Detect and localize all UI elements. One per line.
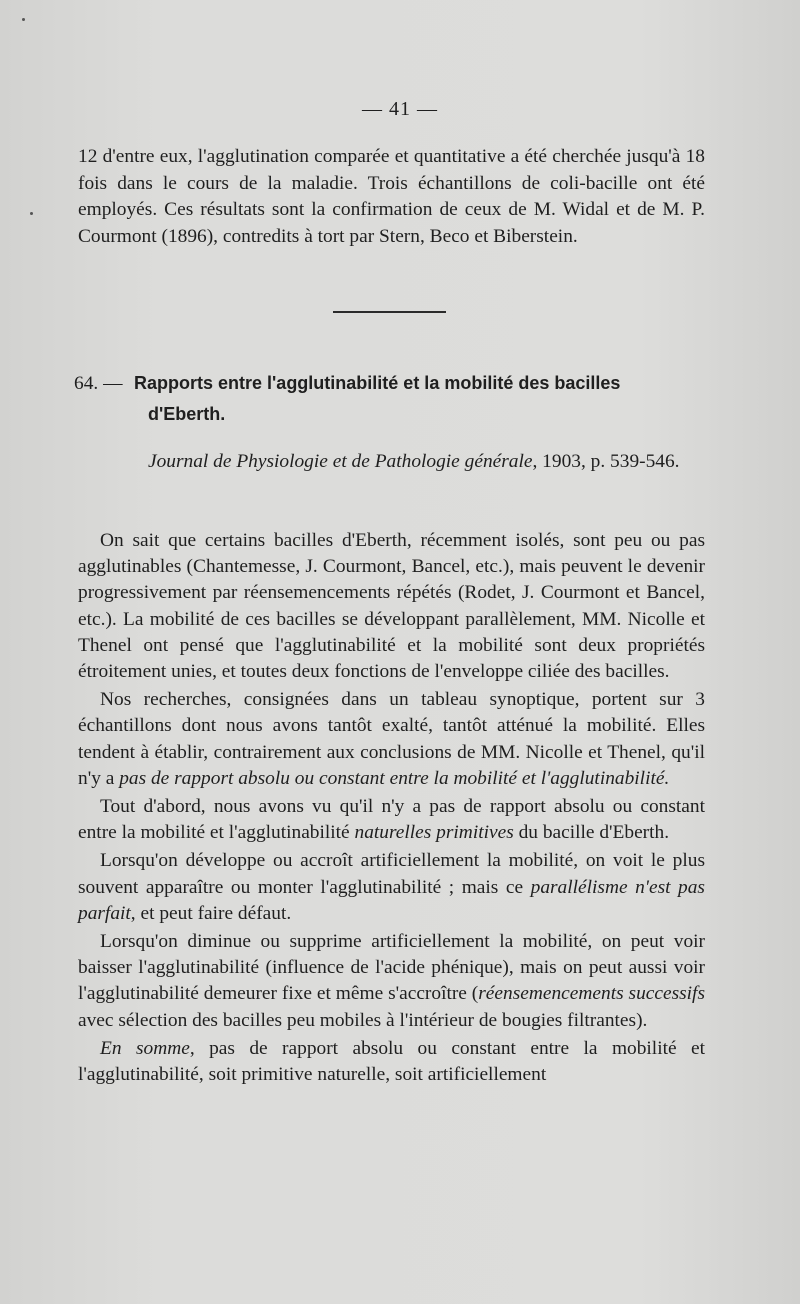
italic-run: réensemencements successifs	[478, 983, 705, 1005]
page-speck	[30, 212, 33, 215]
body-paragraph: On sait que certains bacilles d'Eberth, récemment isolés, sont peu ou pas agglutinables (Chantemesse, J. Courmont, Bancel, etc.), mais peuvent le devenir progressivement par réensemencements répétés (Rodet, J. Courmont et Bancel, etc.). La mobilité de ces bacilles se développant parallèlement, MM. Nicolle et Thenel ont pensé que l'agglutinabilité et la mobilité sont deux propriétés étroitement unies, et toutes deux fonctions de l'enveloppe ciliée des bacilles.	[78, 530, 705, 683]
entry-title: Rapports entre l'agglutinabilité et la mobilité des bacilles	[134, 373, 621, 393]
text-run: Lorsqu'on développe ou accroît artificiellement la mobilité, on voit le plus souvent apparaître ou monter l'agglutinabilité ; mais ce	[78, 850, 705, 898]
text-run: du bacille d'Eberth.	[513, 822, 670, 844]
entry-title-continuation: d'Eberth.	[148, 404, 226, 424]
journal-reference	[148, 448, 704, 475]
body-paragraph	[78, 848, 705, 927]
text-run: Lorsqu'on diminue ou supprime artificiellement la mobilité, on peut voir baisser l'agglutinabilité (influence de l'acide phénique), mais on peut aussi voir l'agglutinabilité demeurer fixe et même s'accroître (	[78, 931, 705, 1005]
section-divider	[333, 311, 446, 313]
italic-run: En somme	[100, 1037, 190, 1059]
italic-run: pas de rapport absolu ou constant entre la mobilité et l'agglutinabilité.	[119, 767, 670, 789]
journal-name: Journal de Physiologie et de Pathologie générale	[148, 451, 533, 472]
body-paragraph	[78, 929, 705, 1034]
text-run: Tout d'abord, nous avons vu qu'il n'y a pas de rapport absolu ou constant entre la mobilité et l'agglutinabilité	[78, 796, 705, 844]
bibliography-entry	[74, 368, 704, 429]
body-paragraph	[78, 1036, 705, 1088]
body-paragraph	[78, 687, 705, 792]
text-run: , et peut faire défaut.	[130, 902, 292, 924]
italic-run: naturelles primitives	[354, 822, 514, 844]
text-run: avec sélection des bacilles peu mobiles à l'intérieur de bougies filtrantes).	[78, 1009, 648, 1031]
paragraph-continuation: 12 d'entre eux, l'agglutination comparée et quantitative a été cherchée jusqu'à 18 fois dans le cours de la maladie. Trois échantillons de coli-bacille ont été employés. Ces résultats sont la confirmation de ceux de M. Widal et de M. P. Courmont (1896), contredits à tort par Stern, Beco et Biberstein.	[78, 146, 705, 247]
text-run: Nos recherches, consignées dans un tableau synoptique, portent sur 3 échantillons dont nous avons tantôt exalté, tantôt atténué la mobilité. Elles tendent à établir, contrairement aux conclusions de MM. Nicolle et Thenel, qu'il n'y a	[78, 689, 705, 789]
body-paragraph	[78, 794, 705, 846]
italic-run: parallélisme n'est pas parfait	[78, 876, 705, 924]
page-speck	[22, 18, 25, 21]
text-run: , pas de rapport absolu ou constant entre la mobilité et l'agglutinabilité, soit primitive naturelle, soit artificiellement	[78, 1037, 705, 1086]
journal-details: , 1903, p. 539-546.	[532, 451, 680, 472]
article-body	[78, 528, 705, 1088]
entry-number: 64. —	[74, 373, 123, 394]
page-number: — 41 —	[362, 98, 438, 120]
